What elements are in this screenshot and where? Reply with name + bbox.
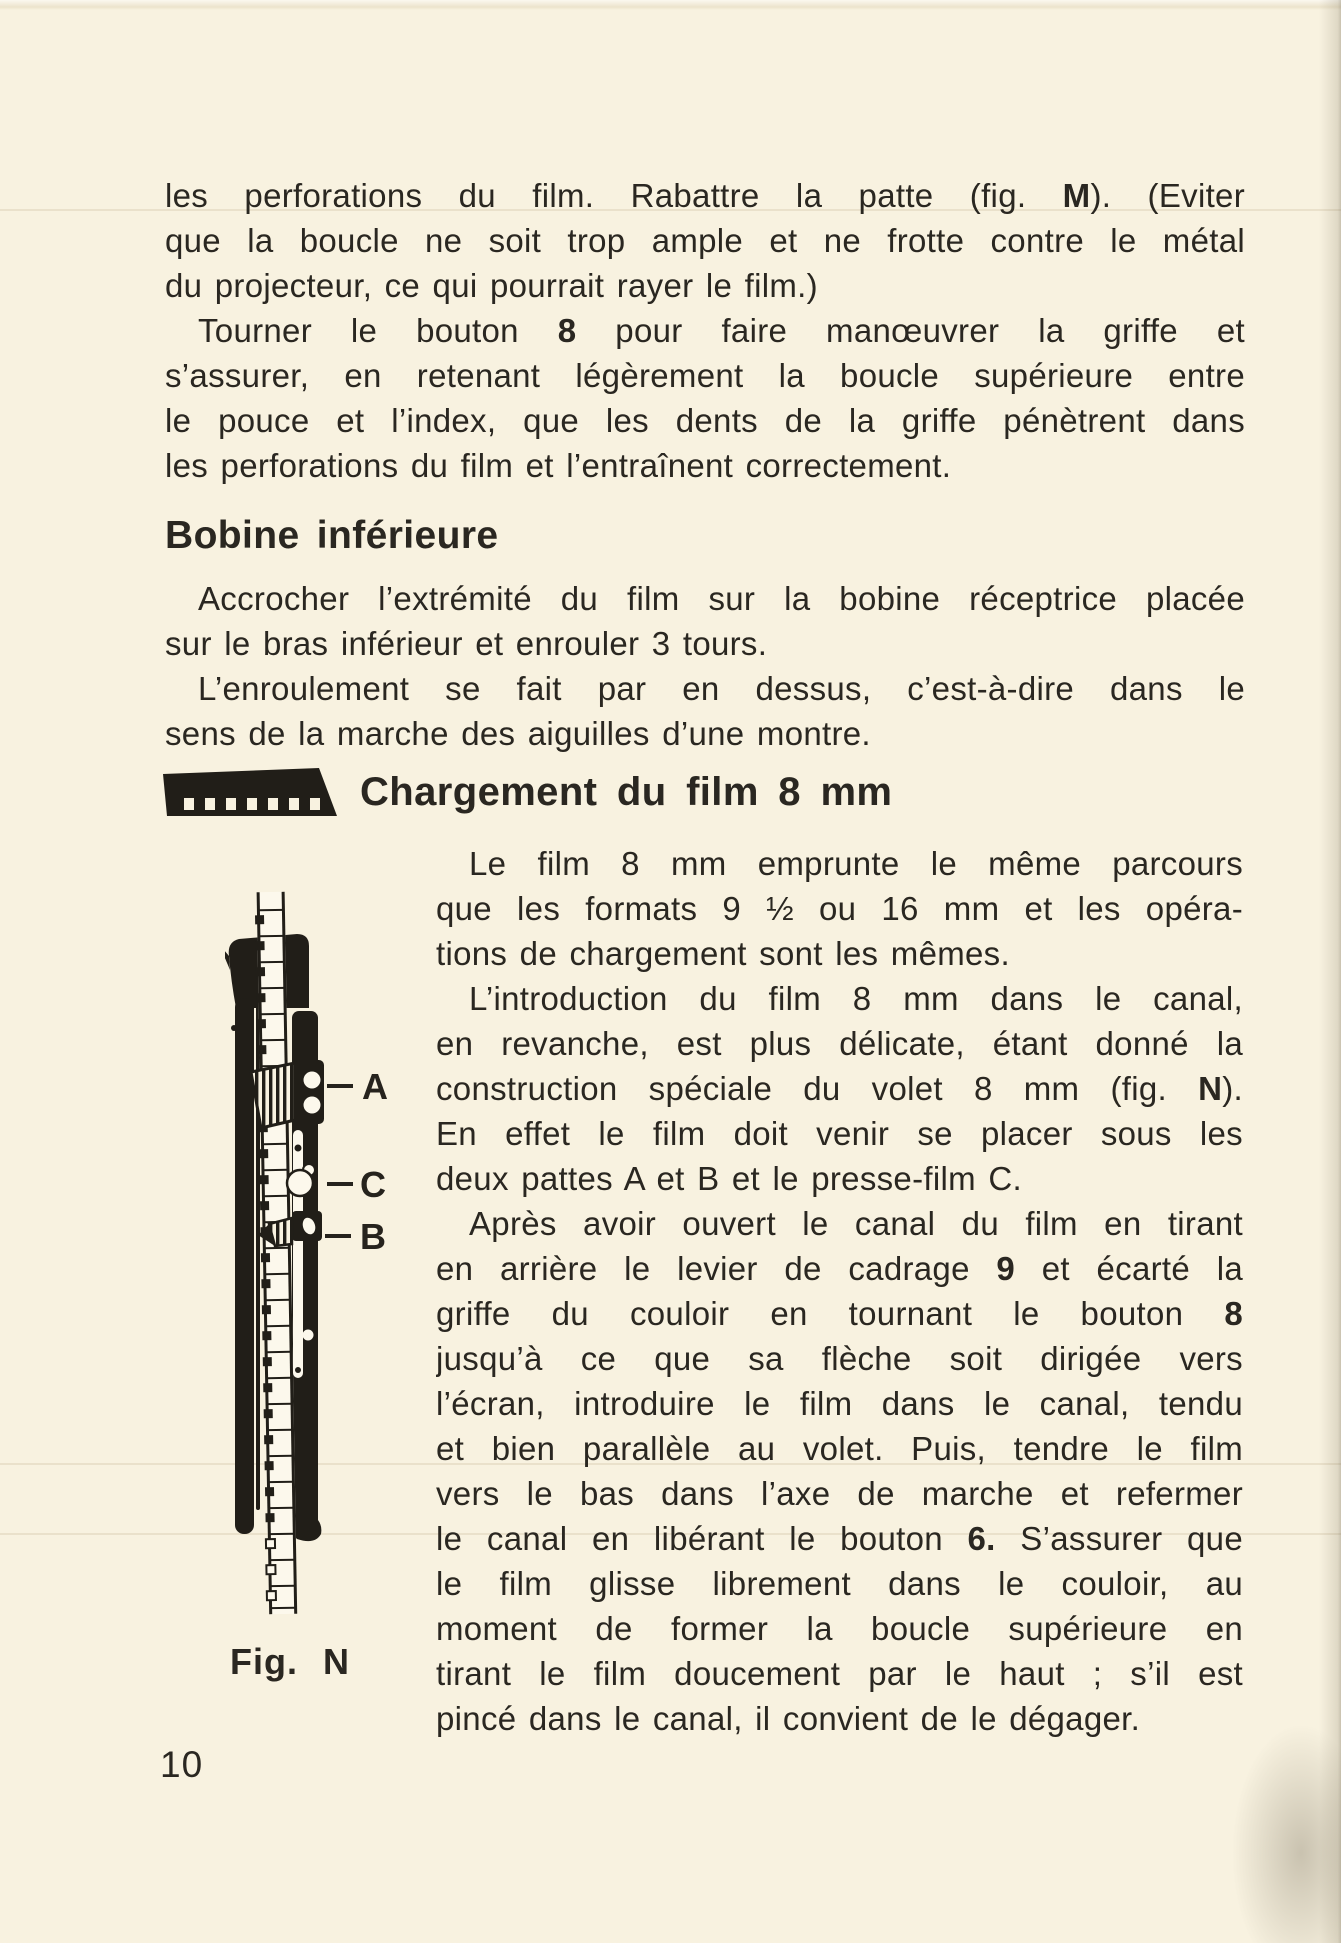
intro-paragraphs bbox=[165, 173, 1245, 488]
text-line: jusqu’à ce que sa flèche soit dirigée vers bbox=[436, 1340, 1243, 1377]
page-number: 10 bbox=[160, 1744, 204, 1785]
text-line: En effet le film doit venir se placer sous les bbox=[436, 1115, 1243, 1152]
paragraph bbox=[165, 308, 1245, 488]
text-line: et bien parallèle au volet. Puis, tendre le film bbox=[436, 1430, 1243, 1467]
fig-n-illustration bbox=[225, 878, 400, 1653]
text-line: s’assurer, en retenant légèrement la boucle supérieure entre bbox=[165, 357, 1245, 394]
text-line: L’introduction du film 8 mm dans le canal, bbox=[469, 980, 1243, 1017]
paragraph bbox=[165, 666, 1245, 756]
paragraph bbox=[436, 841, 1243, 976]
text-line: Le film 8 mm emprunte le même parcours bbox=[469, 845, 1243, 882]
text-line: tions de chargement sont les mêmes. bbox=[436, 935, 1010, 972]
paragraph bbox=[165, 576, 1245, 666]
text-line: Après avoir ouvert le canal du film en tirant bbox=[469, 1205, 1243, 1242]
bobine-paragraphs bbox=[165, 576, 1245, 756]
text-line: les perforations du film et l’entraînent correctement. bbox=[165, 447, 952, 484]
text-line: Tourner le bouton 8 pour faire manœuvrer la griffe et bbox=[198, 312, 1245, 349]
text-line: le canal en libérant le bouton 6. S’assurer que bbox=[436, 1520, 1243, 1557]
callout-lines bbox=[325, 1086, 353, 1236]
text-line: sur le bras inférieur et enrouler 3 tours. bbox=[165, 625, 768, 662]
chargement-heading: Chargement du film 8 mm bbox=[360, 770, 893, 814]
corner-shadow bbox=[1231, 1723, 1341, 1943]
text-line: L’enroulement se fait par en dessus, c’est-à-dire dans le bbox=[198, 670, 1245, 707]
text-line: griffe du couloir en tournant le bouton 8 bbox=[436, 1295, 1243, 1332]
text-line: Accrocher l’extrémité du film sur la bobine réceptrice placée bbox=[198, 580, 1245, 617]
text-line: construction spéciale du volet 8 mm (fig. N). bbox=[436, 1070, 1243, 1107]
paragraph bbox=[436, 1201, 1243, 1741]
paragraph bbox=[165, 173, 1245, 308]
patte-a bbox=[251, 1060, 324, 1128]
text-line: le film glisse librement dans le couloir, au bbox=[436, 1565, 1243, 1602]
text-line: le pouce et l’index, que les dents de la griffe pénètrent dans bbox=[165, 402, 1245, 439]
text-line: que la boucle ne soit trop ample et ne frotte contre le métal bbox=[165, 222, 1245, 259]
text-line: en arrière le levier de cadrage 9 et écarté la bbox=[436, 1250, 1243, 1287]
figure-caption: Fig. N bbox=[230, 1641, 350, 1682]
text-line: sens de la marche des aiguilles d’une montre. bbox=[165, 715, 871, 752]
text-line: deux pattes A et B et le presse-film C. bbox=[436, 1160, 1022, 1197]
text-line: les perforations du film. Rabattre la patte (fig. M). (Eviter bbox=[165, 177, 1245, 214]
chargement-paragraphs bbox=[436, 841, 1243, 1741]
text-line: du projecteur, ce qui pourrait rayer le film.) bbox=[165, 267, 818, 304]
text-line: vers le bas dans l’axe de marche et refermer bbox=[436, 1475, 1243, 1512]
page-top-edge bbox=[0, 0, 1341, 10]
text-line: que les formats 9 ½ ou 16 mm et les opéra- bbox=[436, 890, 1243, 927]
figure-n bbox=[225, 878, 400, 1653]
text-line: en revanche, est plus délicate, étant donné la bbox=[436, 1025, 1243, 1062]
label-b: B bbox=[360, 1216, 386, 1257]
presse-film-c bbox=[287, 1164, 315, 1196]
text-line: l’écran, introduire le film dans le canal, tendu bbox=[436, 1385, 1243, 1422]
film-strip-icon bbox=[163, 768, 337, 817]
text-line: moment de former la boucle supérieure en bbox=[436, 1610, 1243, 1647]
label-c: C bbox=[360, 1164, 386, 1205]
paragraph bbox=[436, 976, 1243, 1201]
bobine-heading: Bobine inférieure bbox=[165, 514, 499, 557]
chargement-section-header bbox=[163, 768, 892, 817]
text-line: tirant le film doucement par le haut ; s’il est bbox=[436, 1655, 1243, 1692]
page-right-edge bbox=[1319, 0, 1341, 1943]
open-perforations bbox=[266, 1539, 276, 1600]
label-a: A bbox=[362, 1066, 388, 1107]
text-line: pincé dans le canal, il convient de le dégager. bbox=[436, 1700, 1141, 1737]
